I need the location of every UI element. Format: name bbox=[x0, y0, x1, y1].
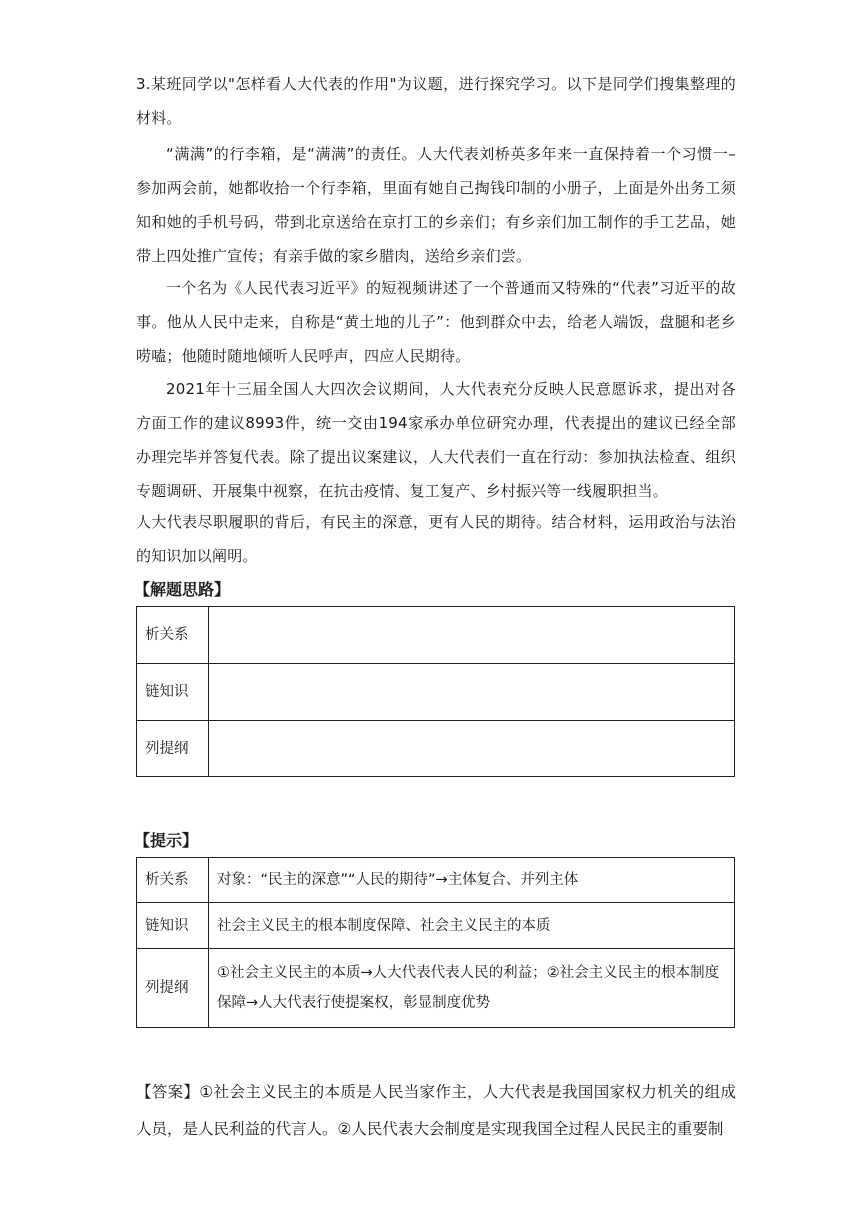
thinking-label-knowledge: 链知识 bbox=[137, 664, 209, 721]
material-paragraph-1: “满满”的行李箱，是“满满”的责任。人大代表刘桥英多年来一直保持着一个习惯一–参加两会前，她都收拾一个行李箱，里面有她自己掏钱印制的小册子，上面是外出务工须知和她的手机号码，带到北京送给在京打工的乡亲们；有乡亲们加工制作的手工艺品，她带上四处推广宣传；有亲手做的家乡腊肉，送给乡亲们尝。 bbox=[136, 145, 736, 265]
table-row bbox=[137, 858, 735, 903]
material-paragraph-2: 一个名为《人民代表习近平》的短视频讲述了一个普通而又特殊的“代表”习近平的故事。他从人民中走来，自称是“黄土地的儿子”：他到群众中去，给老人端饭，盘腿和老乡唠嗑；他随时随地倾听人民呼声，四应人民期待。 bbox=[136, 279, 736, 365]
table-row bbox=[137, 903, 735, 949]
question-prompt: 人大代表尽职履职的背后，有民主的深意，更有人民的期待。结合材料，运用政治与法治的知识加以阐明。 bbox=[136, 513, 736, 565]
hint-cell-knowledge: 社会主义民主的根本制度保障、社会主义民主的本质 bbox=[209, 903, 735, 949]
answer-paragraph bbox=[136, 1074, 736, 1148]
material-paragraph-3: 2021年十三届全国人大四次会议期间，人大代表充分反映人民意愿诉求，提出对各方面工作的建议8993件，统一交由194家承办单位研究办理，代表提出的建议已经全部办理完毕并答复代表。除了提出议案建议，人大代表们一直在行动：参加执法检查、组织专题调研、开展集中视察，在抗击疫情、复工复产、乡村振兴等一线履职担当。 bbox=[136, 380, 736, 500]
hint-label-knowledge: 链知识 bbox=[137, 903, 209, 949]
thinking-table bbox=[136, 606, 735, 777]
hint-cell-relation: 对象：“民主的深意”“人民的期待”→主体复合、并列主体 bbox=[209, 858, 735, 903]
thinking-cell-outline bbox=[209, 721, 735, 777]
thinking-cell-relation bbox=[209, 607, 735, 664]
hint-heading: 【提示】 bbox=[134, 831, 199, 850]
table-row bbox=[137, 607, 735, 664]
hint-label-relation: 析关系 bbox=[137, 858, 209, 903]
thinking-label-outline: 列提纲 bbox=[137, 721, 209, 777]
hint-table bbox=[136, 857, 735, 1028]
thinking-cell-knowledge bbox=[209, 664, 735, 721]
question-intro: 3.某班同学以"怎样看人大代表的作用"为议题，进行探究学习。以下是同学们搜集整理的材料。 bbox=[136, 75, 736, 127]
answer-text: ①社会主义民主的本质是人民当家作主，人大代表是我国国家权力机关的组成人员，是人民利益的代言人。②人民代表大会制度是实现我国全过程人民民主的重要制 bbox=[136, 1083, 736, 1138]
table-row bbox=[137, 664, 735, 721]
thinking-heading: 【解题思路】 bbox=[134, 580, 231, 599]
table-row bbox=[137, 721, 735, 777]
answer-label: 【答案】 bbox=[136, 1083, 200, 1101]
thinking-label-relation: 析关系 bbox=[137, 607, 209, 664]
table-row bbox=[137, 949, 735, 1028]
hint-label-outline: 列提纲 bbox=[137, 949, 209, 1028]
hint-cell-outline: ①社会主义民主的本质→人大代表代表人民的利益；②社会主义民主的根本制度保障→人大代表行使提案权，彰显制度优势 bbox=[209, 949, 735, 1028]
